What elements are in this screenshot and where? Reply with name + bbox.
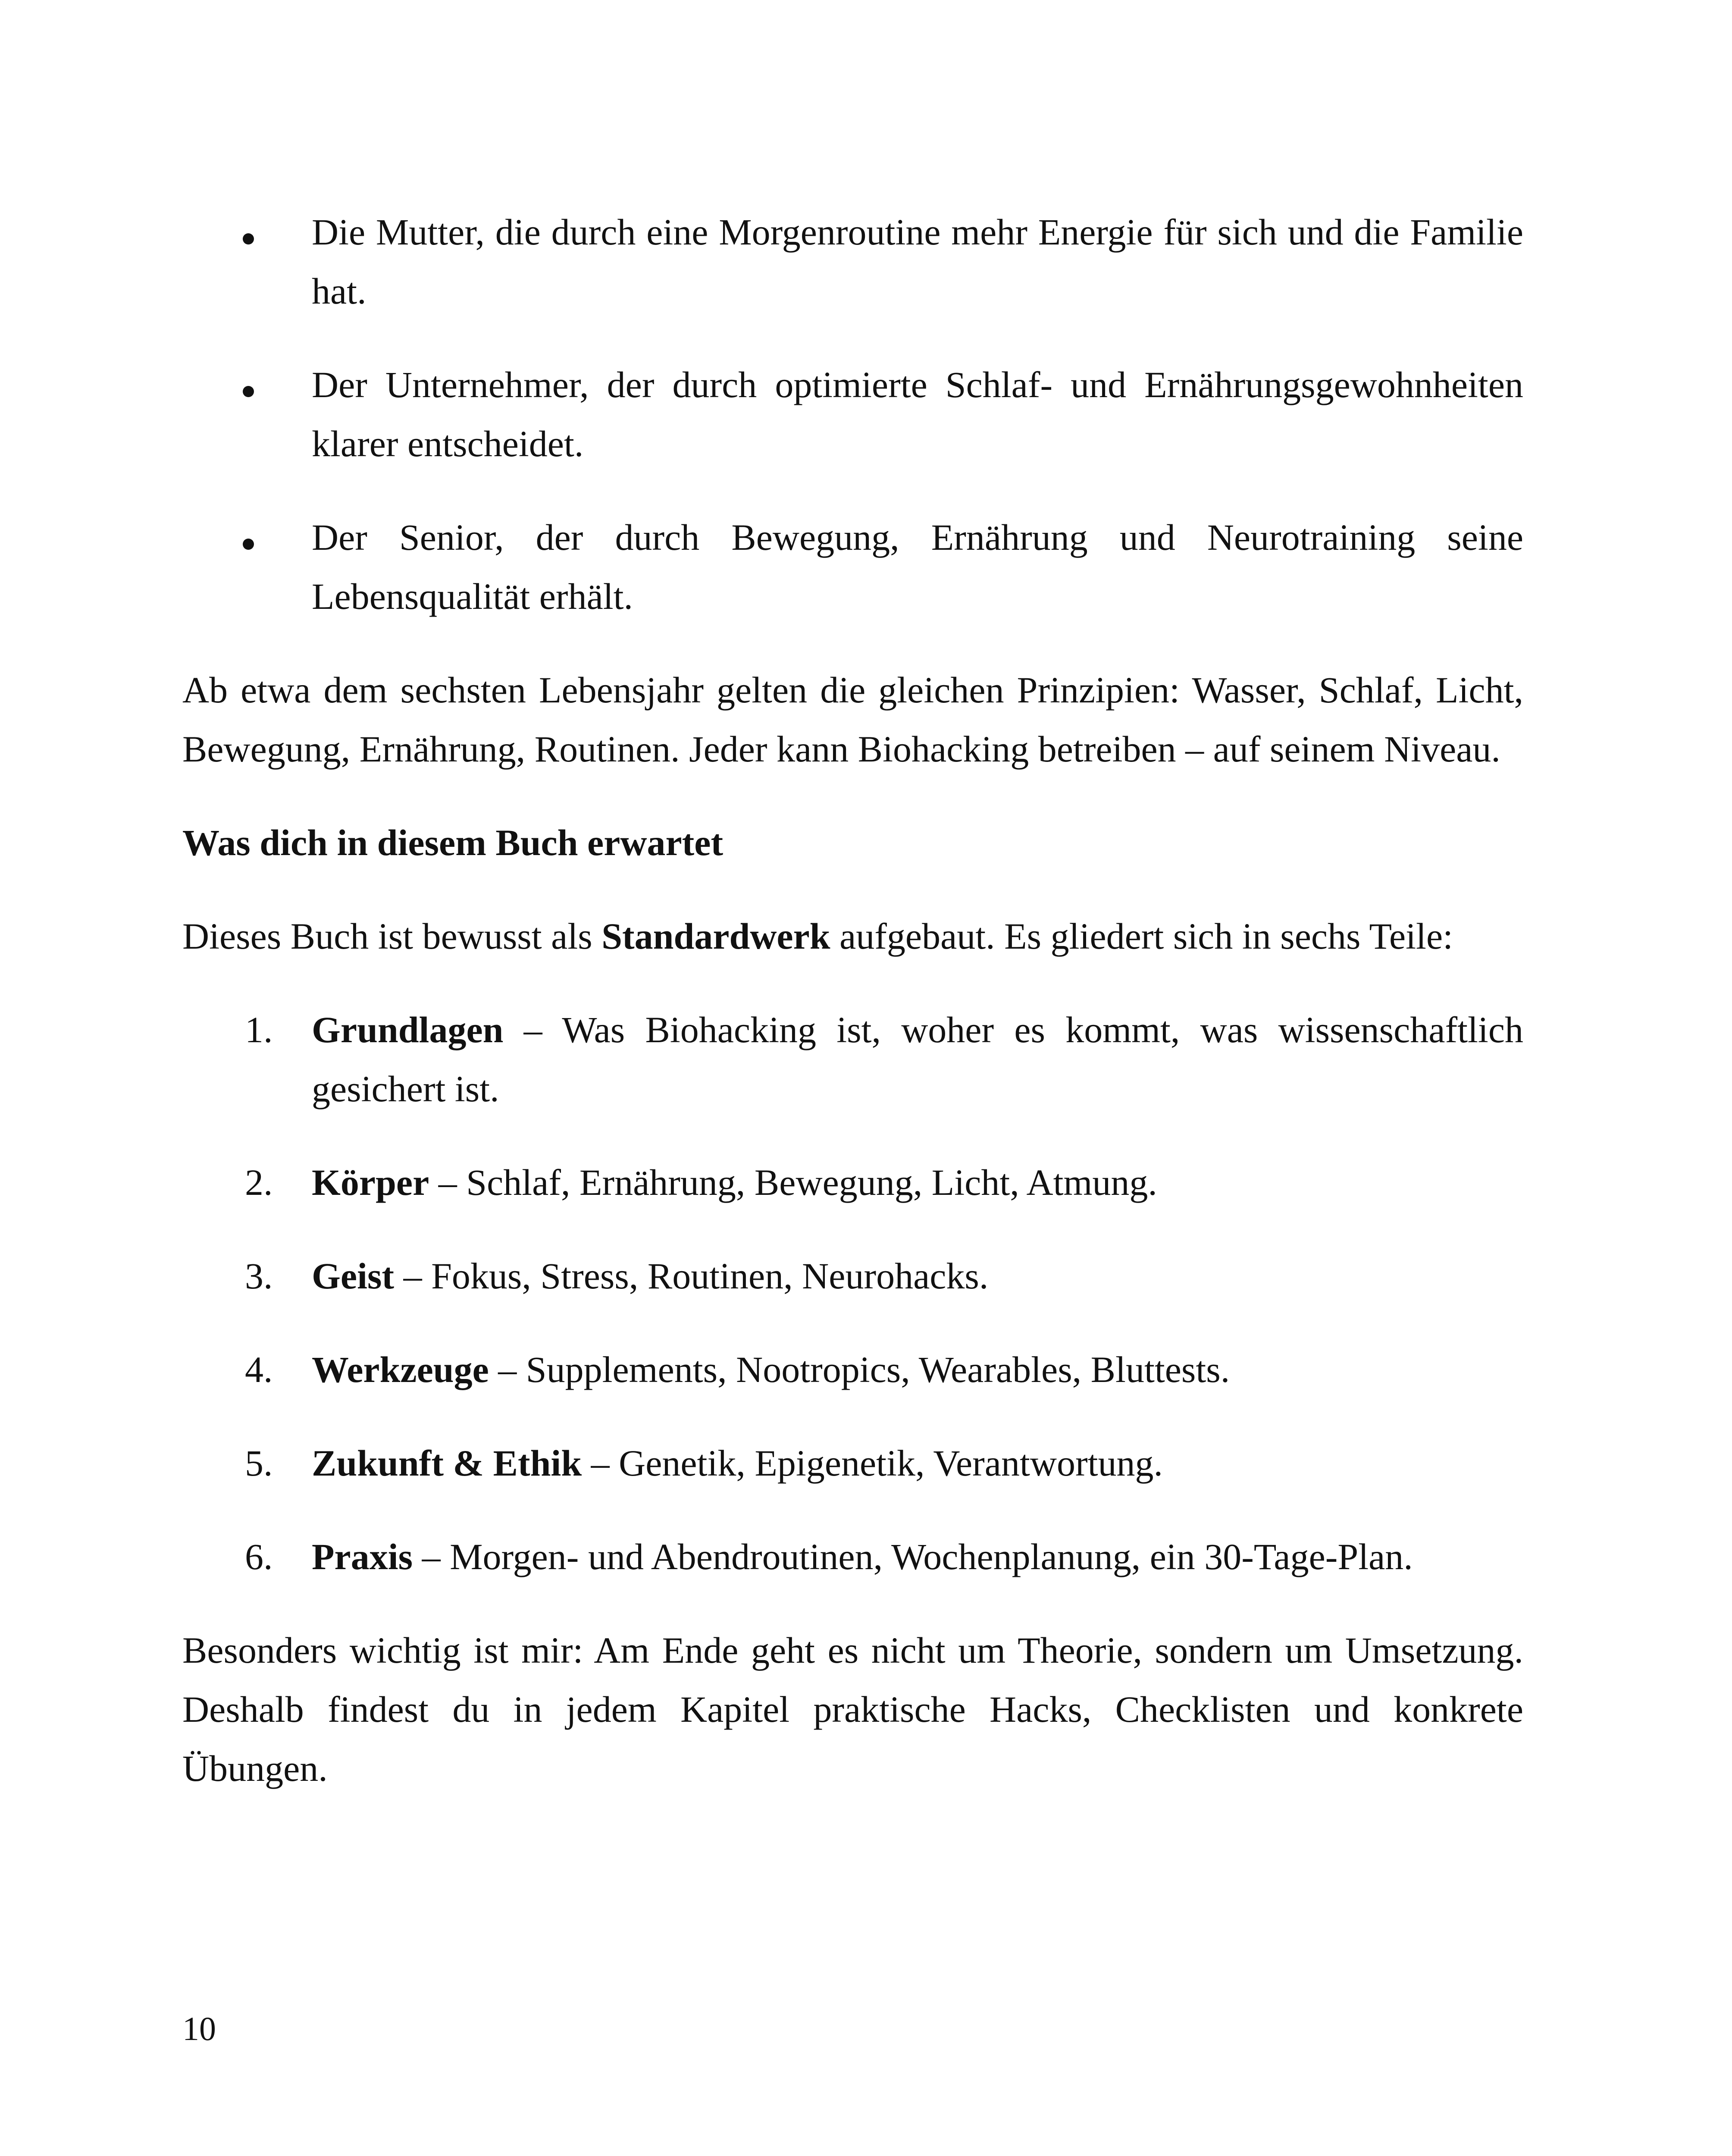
paragraph-principles: Ab etwa dem sechsten Lebensjahr gelten die gleichen Prinzipien: Wasser, Schlaf, Licht, Bewegung, Ernährung, Routinen. Jeder kann Biohacking betreiben – auf seinem Niveau. xyxy=(182,669,1523,770)
page-number: 10 xyxy=(182,2010,216,2047)
part-title: Grundlagen xyxy=(312,1009,504,1050)
bullet-item xyxy=(182,203,1523,321)
book-parts-list xyxy=(182,1000,1523,1586)
bullet-text: Der Senior, der durch Bewegung, Ernährung und Neurotraining seine Lebensqualität erhält. xyxy=(312,517,1523,617)
list-number: 3. xyxy=(245,1255,273,1297)
paragraph-text: aufgebaut. Es gliedert sich in sechs Teile: xyxy=(830,915,1453,957)
list-item xyxy=(182,1153,1523,1212)
paragraph-book-structure xyxy=(182,907,1523,966)
bullet-marker xyxy=(243,508,294,567)
list-number: 6. xyxy=(245,1536,273,1577)
part-title: Werkzeuge xyxy=(312,1349,489,1390)
bullet-dot-icon xyxy=(243,539,254,550)
paragraph-text: Dieses Buch ist bewusst als xyxy=(182,915,602,957)
part-title: Zukunft & Ethik xyxy=(312,1442,582,1484)
part-description: – Fokus, Stress, Routinen, Neurohacks. xyxy=(394,1255,989,1297)
section-heading: Was dich in diesem Buch erwartet xyxy=(182,822,723,863)
part-description: – Was Biohacking ist, woher es kommt, was wissenschaftlich gesichert ist. xyxy=(312,1009,1523,1109)
list-number: 2. xyxy=(245,1162,273,1203)
list-number: 5. xyxy=(245,1442,273,1484)
list-item xyxy=(182,1340,1523,1399)
part-title: Geist xyxy=(312,1255,395,1297)
part-description: – Schlaf, Ernährung, Bewegung, Licht, Atmung. xyxy=(429,1162,1157,1203)
part-description: – Genetik, Epigenetik, Verantwortung. xyxy=(582,1442,1163,1484)
paragraph-implementation: Besonders wichtig ist mir: Am Ende geht es nicht um Theorie, sondern um Umsetzung. Deshalb findest du in jedem Kapitel praktische Hacks, Checklisten und konkrete Übungen. xyxy=(182,1630,1523,1789)
example-bullet-list xyxy=(182,203,1523,626)
bullet-marker xyxy=(243,355,294,414)
bullet-text: Der Unternehmer, der durch optimierte Schlaf- und Ernährungsgewohnheiten klarer entscheidet. xyxy=(312,364,1523,464)
bullet-dot-icon xyxy=(243,233,254,244)
list-number: 4. xyxy=(245,1349,273,1390)
list-number: 1. xyxy=(245,1009,273,1050)
part-title: Praxis xyxy=(312,1536,413,1577)
part-description: – Morgen- und Abendroutinen, Wochenplanung, ein 30-Tage-Plan. xyxy=(413,1536,1413,1577)
list-item xyxy=(182,1527,1523,1586)
bullet-marker xyxy=(243,203,294,262)
list-item xyxy=(182,1247,1523,1306)
bullet-dot-icon xyxy=(243,386,254,397)
list-item xyxy=(182,1000,1523,1119)
paragraph-bold-text: Standardwerk xyxy=(601,915,830,957)
part-title: Körper xyxy=(312,1162,429,1203)
bullet-item xyxy=(182,355,1523,473)
list-item xyxy=(182,1434,1523,1493)
bullet-text: Die Mutter, die durch eine Morgenroutine mehr Energie für sich und die Familie hat. xyxy=(312,211,1523,312)
bullet-item xyxy=(182,508,1523,626)
part-description: – Supplements, Nootropics, Wearables, Bluttests. xyxy=(489,1349,1230,1390)
page-content xyxy=(182,203,1523,1833)
